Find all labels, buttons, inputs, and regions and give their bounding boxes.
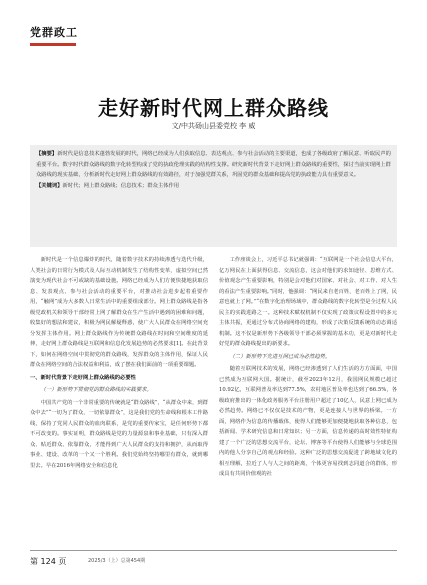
body-column-right — [219, 255, 397, 480]
column-title: 党群政工 — [30, 26, 78, 39]
abstract-box — [30, 145, 397, 247]
subsection-heading: （二）新形势下先进互网已成为必然趋势。 — [229, 353, 331, 360]
subsection-heading: （一）新形势下贯彻党的群众路线的实践要求。 — [40, 387, 152, 393]
section-heading: 一、新时代背景下走好网上群众路线的必要性 — [30, 374, 136, 381]
body-paragraph: 工作座谈会上，习近平总书记就强调：“互联网是一个社会信息大平台，亿万网民在上面获得信息、交流信息，这会对他们的求知途径、思维方式、价值观念产生重要影响，特别是会对他们对国家、对社会、对工作、对人生的看法产生重要影响。”同时，他强调：“网民来自老百姓，老百姓上了网，民意也就上了网。”“在数字化治理场域中，群众路线的数字化转型是全过程人民民主的实践进路之一。这种技术赋权机制不仅实现了政策议程设置中的多元主体共振，更通过分布式协商网络的建构，形成了决策反馈系统的动态调适机制。这不仅是新形势下各级领导干部必须掌握的基本功，更是对新时代走好党的群众路线提出的新要求。 — [219, 257, 397, 347]
abstract-text: 新时代是信息技术蓬勃发展的时代，网络已经成为人们获取信息、表达观点、参与社会活动的主要渠道，也成了各级政府了解民意、听取民声的重要平台。数字时代群众路线的数字化转型构成了党的执政伦理实践的结构性支撑。研究新时代背景下走好网上群众路线的重要性，探讨当前实现网上群众路线的现实基础，分析新时代走好网上群众路线的有效路径，对于加强党群关系，巩固党的群众基础和提高党的执政能力具有重要意义。 — [36, 151, 391, 178]
body-paragraph: 中国共产党的一个非常重要的传统就是“群众路线”，“从群众中来，到群众中去”“一切为了群众，一切依靠群众”，这是我们党的生命线和根本工作路线，保持了党同人民群众的血肉联系，是党的重要传家宝，是任何形势下都不可改变的。事实证明，群众路线是党的力量源泉和事业基础，只有深入群众、贴近群众、依靠群众，才能得到广大人民群众的支持和拥护，从而取得事业、建设、改革的一个又一个胜利。我们党始终坚持哪里有群众，就到哪里去。早在2016年网络安全和信息化 — [30, 399, 208, 469]
page-number: 第 124 页 — [30, 557, 67, 566]
body-paragraph: 随着互联网技术的发展，网络已经渗透到了人们生活的方方面面，中国已然成为互联网大国。据统计，截至2023年12月，我国网民规模已超过10.92亿，互联网普及率达到77.5%，农村地区普及率也达到了66.5%，各级政府推出的一体化政务服务平台注册用户超过了10亿人，民意上网已成为必然趋势。网络已不仅仅是技术的产物，更是连接人与世界的桥梁。一方面，网络作为信息的传播载体，使得人们能够更加便捷地获取各种信息，包括新闻、学术研究信息和日常知识；另一方面，信息传递的高时效性特征构建了一个广泛的思想交流平台，论坛、博客等平台使得人们能够与全球范围内的他人分享自己的观点和经验。这种广泛的思想交流促进了跨地域文化的相互理解，拉近了人与人之间的距离，个体更容易找到志同道合的群体，形成具有共同价值观的社 — [219, 366, 397, 477]
body-paragraph: 新时代是一个信息爆炸的时代，随着数字技术的持续渗透与迭代升级，人类社会的日常行为模式及人际互动机制发生了结构性变革，虚拟空间已然演变为现代社会不可或缺的基础设施。网络已经成为人们方便快捷地获取信息、发表观点、参与社会活动的重要平台，对推动社会进步起着重要作用，“触网”成为大多数人日常生活中的重要组成部分。网上群众路线是指各级党政机关和领导干部经常上网了解群众在生产生活中遇到的困难和问题，收集好的想法和建议，积极为网民解疑释惑，使广大人民群众在网络空间充分发挥主体作用。网上群众路线作为传统群众路线在时间和空间维度的延伸，走好网上群众路线是互联网和信息化发展趋势的必然要求[1]。在此背景下，如何在网络空间中贯彻党的群众路线，发挥群众的主体作用，保证人民群众在网络空间的合法权益和利益，成了摆在我们面前的一项重要课题。 — [30, 257, 208, 368]
column-header — [30, 24, 110, 46]
footer-rule — [30, 550, 397, 551]
page-footer — [30, 550, 397, 570]
keywords-text: 新时代；网上群众路线；信息技术；群众主体作用 — [62, 182, 180, 189]
body-column-left — [30, 255, 208, 471]
column-accent-bar — [30, 43, 76, 46]
issue-info: 2025/3（上）总第454期 — [88, 558, 146, 564]
article-author: 文/中共砀山县委党校 李 威 — [171, 122, 256, 130]
article-title: 走好新时代网上群众路线 — [98, 96, 329, 120]
keywords-label: 【关键词】 — [36, 182, 63, 189]
abstract-label: 【摘要】 — [36, 151, 58, 157]
